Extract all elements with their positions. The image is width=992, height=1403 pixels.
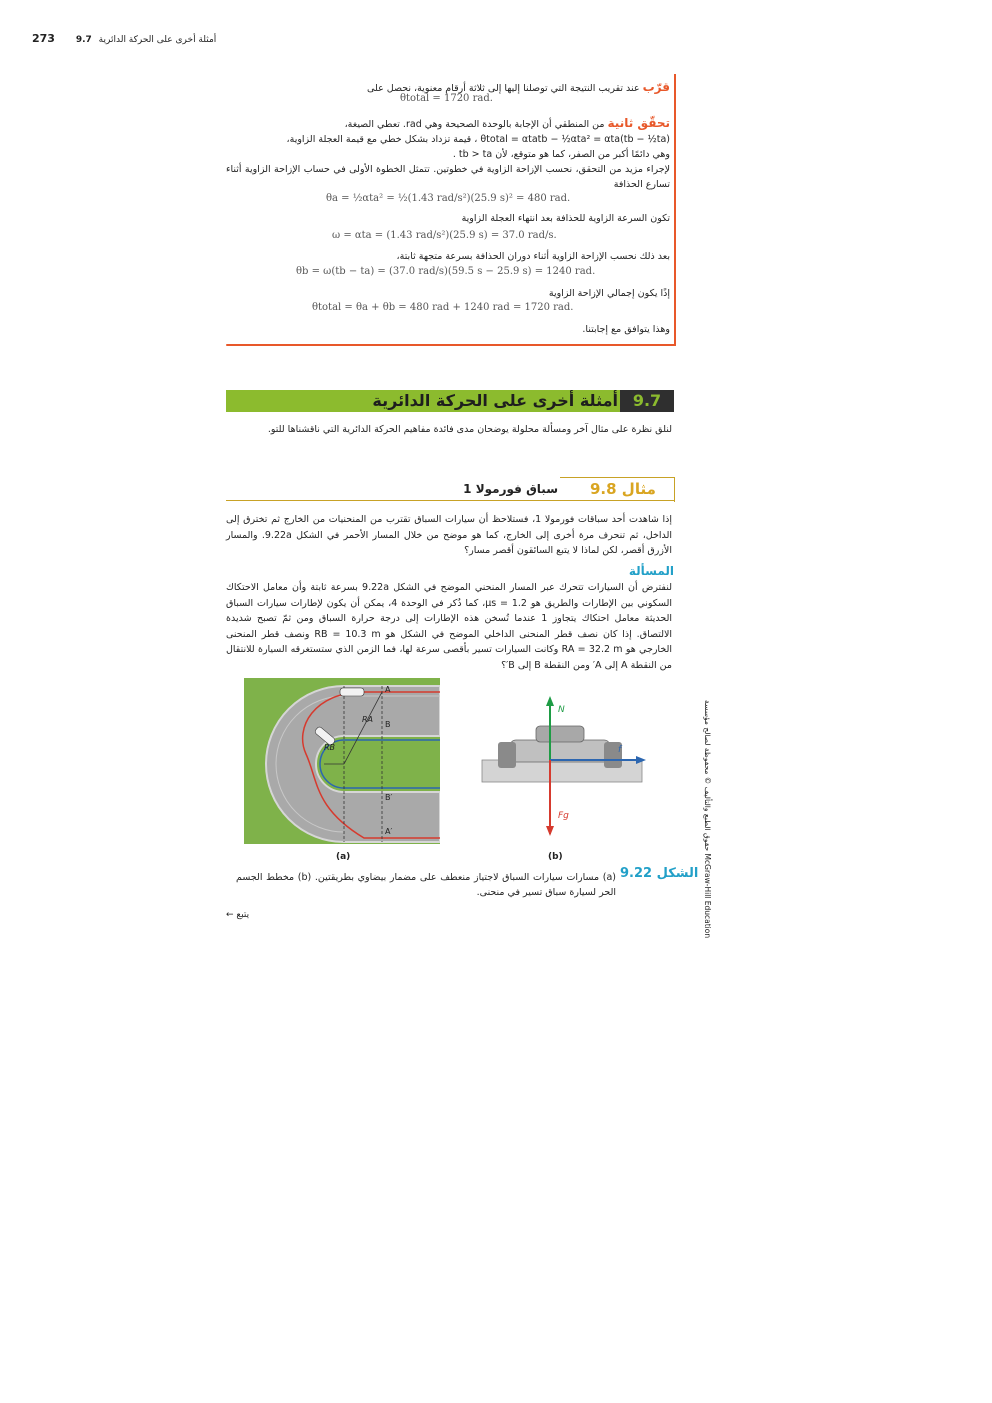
continue-marker: يتبع ← [226, 910, 250, 920]
example-rule [226, 500, 674, 501]
label-N: N [558, 705, 565, 715]
round-paragraph [230, 80, 670, 94]
figure-a-sublabel: (a) [336, 852, 351, 862]
equation-theta-b: θb = ω(tb − ta) = (37.0 rad/s)(59.5 s − 25.9 s) = 1240 rad. [296, 266, 596, 277]
equation-theta-total: θtotal = θa + θb = 480 rad + 1240 rad = 1720 rad. [312, 302, 574, 313]
header-section-num: 9.7 [75, 35, 92, 45]
text-constant-velocity: بعد ذلك نحسب الإزاحة الزاوية أثناء دوران الحذافة بسرعة متجهة ثابتة، [396, 251, 670, 262]
figure-caption: (a) مسارات سيارات السباق لاجتياز منعطف على مضمار بيضاوي بطريقتين. (b) مخطط الجسم الحر لسيارة سباق تسير في منحنى. [236, 872, 616, 898]
text-total-displacement: إذًا يكون إجمالي الإزاحة الزاوية [548, 288, 670, 299]
section-title: أمثلة أخرى على الحركة الدائرية [372, 391, 618, 410]
example-title: سباق فورمولا 1 [463, 482, 558, 496]
problem-label: المسألة [628, 564, 674, 578]
round-label: قرّب [642, 80, 670, 94]
check-label: تحقّق ثانية [607, 116, 670, 130]
figure-a-track [244, 678, 440, 844]
solution-box-border-right [674, 74, 676, 346]
text-agrees: وهذا يتوافق مع إجابتنا. [582, 324, 670, 335]
label-B: B [385, 720, 391, 729]
page-header [32, 32, 216, 45]
check-text-4: لإجراء مزيد من التحقق، نحسب الإزاحة الزاوية في خطوتين. تتمثل الخطوة الأولى في حساب الإزاحة الزاوية أثناء تسارع الحذافة [226, 164, 670, 190]
equation-theta-a: θa = ½αta² = ½(1.43 rad/s²)(25.9 s)² = 480 rad. [326, 193, 571, 204]
problem-text: لنفترض أن السيارات تتحرك عبر المسار المنحني الموضح في الشكل 9.22a بسرعة ثابتة وأن معامل الاحتكاك السكوني بين الإطارات والطريق هو μs = 1.2، كما ذُكر في الوحدة 4، يمكن أن يكون لإطارات سيارات السباق الحديثة معامل احتكاك يتجاوز 1 عندما تُسخن هذه الإطارات إلى درجة حرارة السباق ومن ثمّ تصبح شديدة الالتصاق. إذا كان نصف قطر المنحنى الداخلي الموضح في الشكل هو RB = 10.3 m ونصف قطر المنحنى الخارجي هو RA = 32.2 m وكانت السيارات تسير بأقصى سرعة لها، فما الزمن الذي ستستغرقه السيارة للانتقال من النقطة A إلى A′ ومن النقطة B إلى B′؟ [226, 582, 673, 671]
check-text-3: وهي دائمًا أكبر من الصفر، كما هو متوقع، لأن tb > ta . [452, 149, 670, 160]
equation-omega: ω = αta = (1.43 rad/s²)(25.9 s) = 37.0 rad/s. [332, 230, 557, 241]
label-f: f [618, 745, 622, 755]
example-text: إذا شاهدت أحد سباقات فورمولا 1، فستلاحظ أن سيارات السباق تقترب من المنحنيات من الخارج ثم تخترق إلى الداخل، ثم تنحرف مرة أخرى إلى الخارج، كما هو موضح من خلال المسار الأحمر في الشكل 9.22a. والمسار الأزرق أقصر، لكن لماذا لا يتبع السائقون أقصر مسار؟ [226, 514, 672, 556]
example-label: مثال 9.8 [590, 480, 656, 498]
label-Fg: Fg [558, 811, 569, 821]
label-B-prime: B′ [385, 793, 393, 802]
solution-box-border-bottom [226, 344, 676, 346]
round-equation: θtotal = 1720 rad. [400, 93, 493, 104]
figure-b-free-body-diagram [480, 688, 650, 840]
label-RB: RB [324, 743, 336, 752]
side-credit-text: حقوق الطبع والتأليف © محفوظة لصالح مؤسسة McGraw-Hill Education [703, 700, 712, 939]
figure-b-sublabel: (b) [548, 852, 563, 862]
section-intro: لنلق نظرة على مثال آخر ومسألة محلولة يوضحان مدى فائدة مفاهيم الحركة الدائرية التي ناقشناها للتو. [267, 424, 672, 435]
figure-label: الشكل 9.22 [620, 866, 699, 881]
side-credit [700, 700, 714, 940]
page-number: 273 [32, 32, 55, 45]
text-angular-speed: تكون السرعة الزاوية للحذافة بعد انتهاء العجلة الزاوية [461, 213, 670, 224]
section-number: 9.7 [620, 390, 674, 412]
header-section-title: أمثلة أخرى على الحركة الدائرية [98, 35, 217, 45]
label-A-prime: A′ [385, 827, 393, 836]
check-text-2: θtotal = αtatb − ½αta² = αta(tb − ½ta) ، قيمة تزداد بشكل خطي مع قيمة العجلة الزاوية، [286, 134, 670, 145]
check-paragraph [226, 116, 670, 192]
label-RA: RA [362, 715, 374, 724]
round-text: عند تقريب النتيجة التي توصلنا إليها إلى ثلاثة أرقام معنوية، نحصل على [367, 83, 640, 94]
label-A: A [385, 685, 391, 694]
check-text-1: من المنطقي أن الإجابة بالوحدة الصحيحة وهي rad. تعطي الصيغة، [344, 119, 605, 130]
